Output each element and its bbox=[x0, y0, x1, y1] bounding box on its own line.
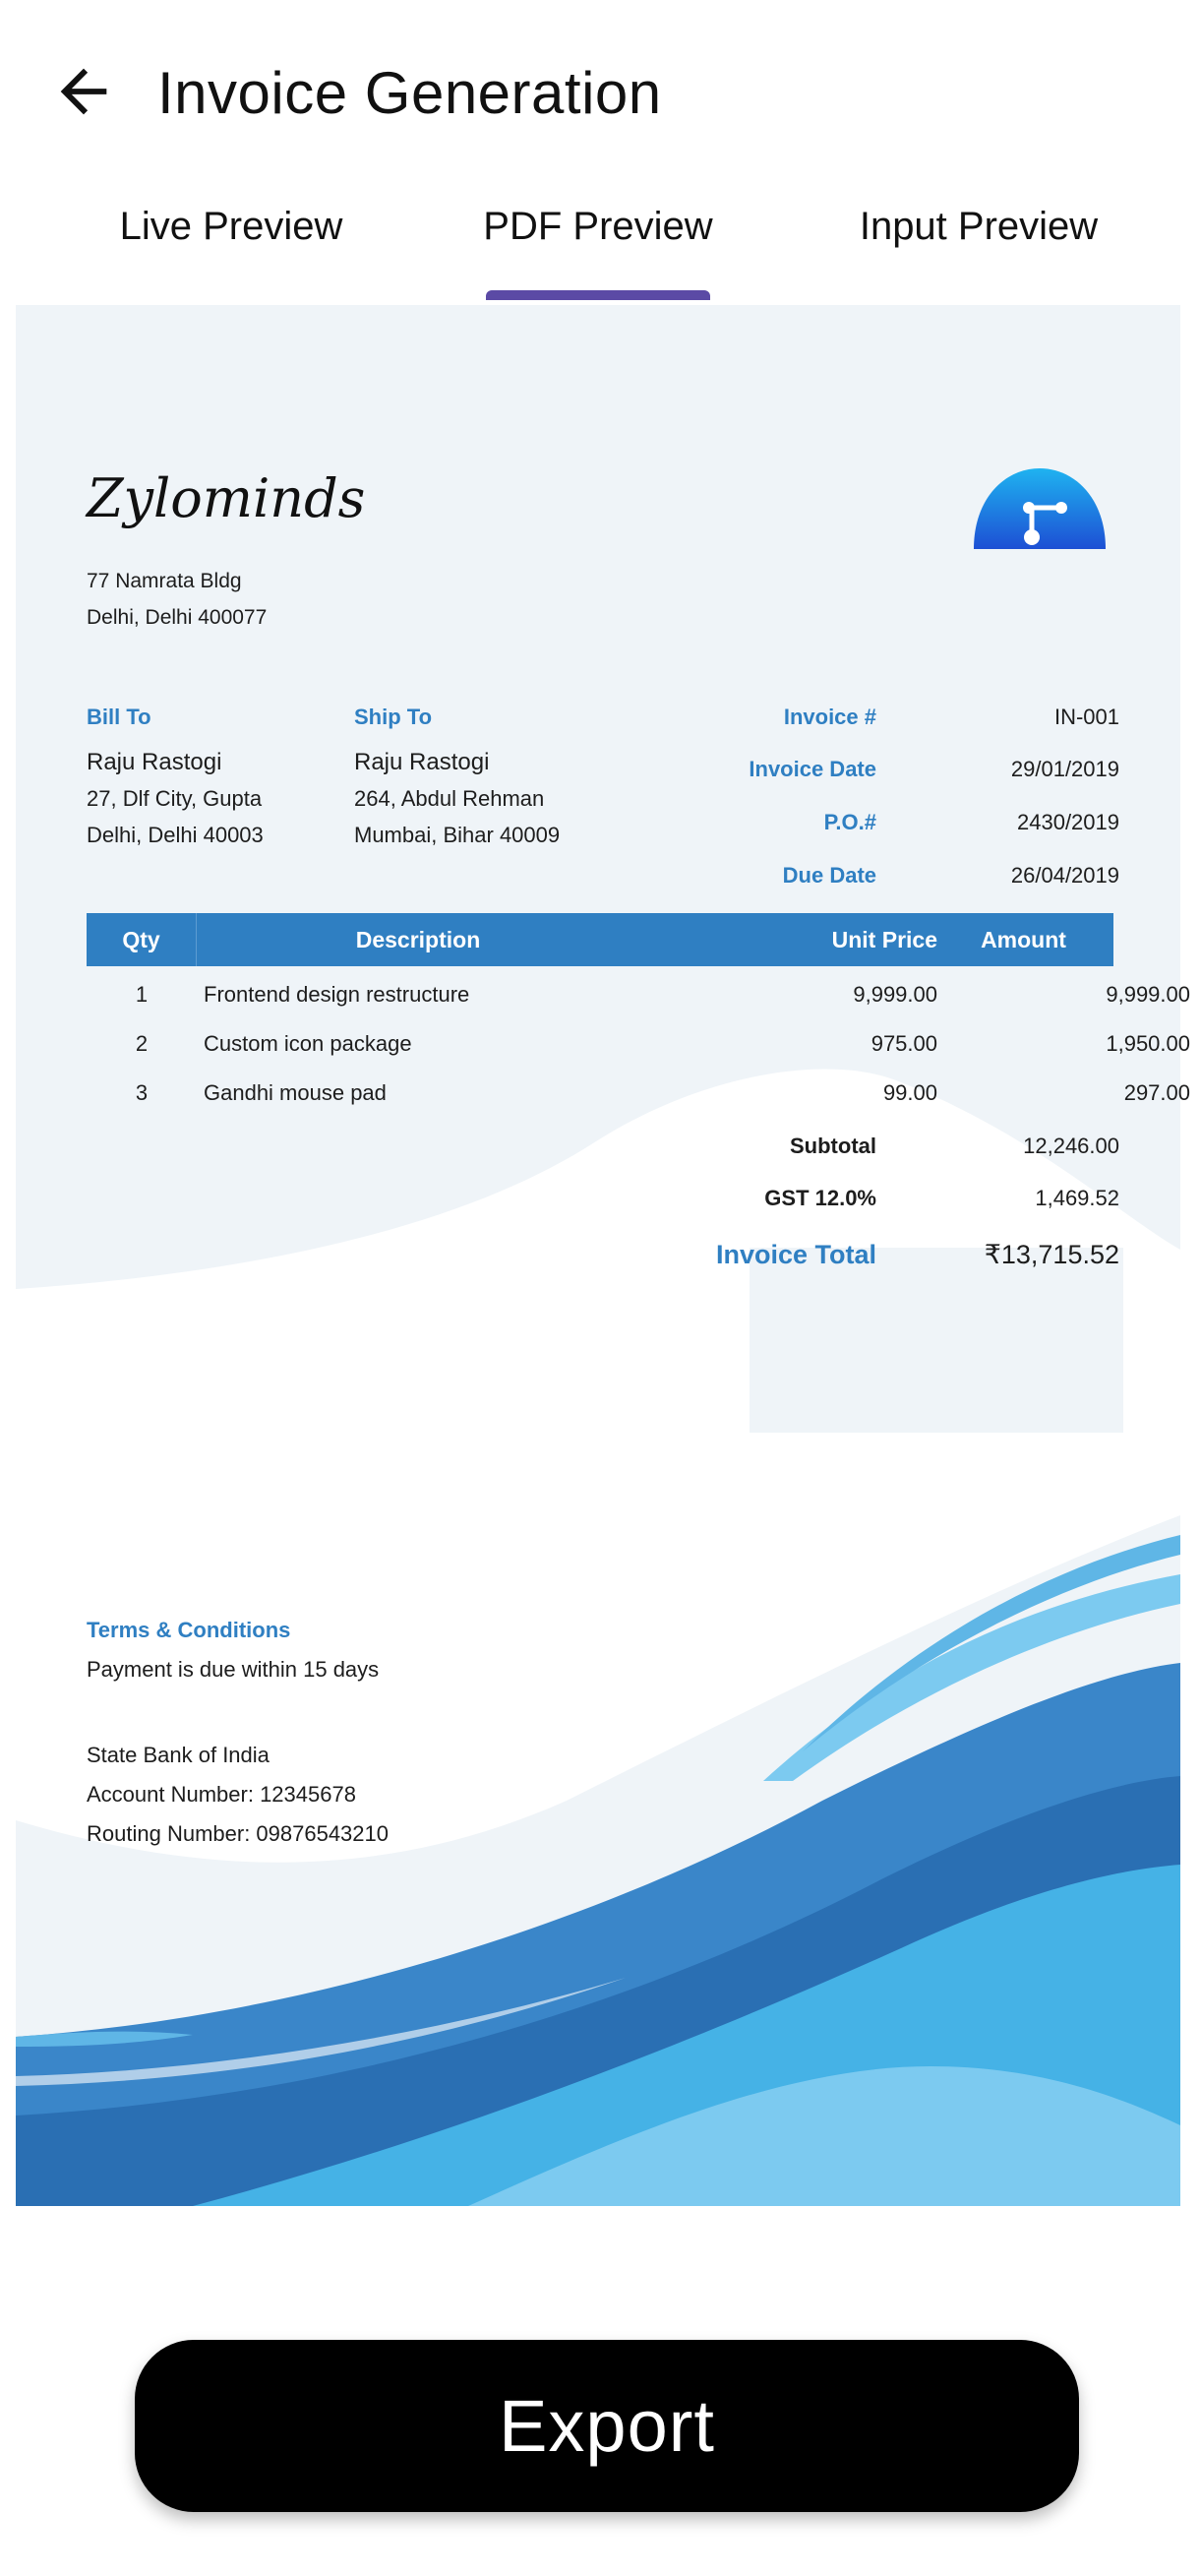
company-name: Zylominds bbox=[87, 467, 366, 529]
po-number-value: 2430/2019 bbox=[1017, 810, 1119, 834]
cell-amount: 1,950.00 bbox=[1106, 1031, 1190, 1056]
tax-value: 1,469.52 bbox=[1035, 1186, 1119, 1210]
tab-input-preview[interactable]: Input Preview bbox=[859, 205, 1099, 248]
tax-label: GST 12.0% bbox=[764, 1186, 876, 1210]
column-header-description: Description bbox=[355, 927, 481, 952]
cell-unit-price: 99.00 bbox=[882, 1080, 937, 1105]
invoice-number-label: Invoice # bbox=[783, 705, 876, 729]
bill-to-line: Delhi, Delhi 40003 bbox=[87, 823, 264, 847]
ship-to-line: 264, Abdul Rehman bbox=[354, 786, 545, 811]
cell-description: Gandhi mouse pad bbox=[204, 1080, 387, 1105]
cell-amount: 297.00 bbox=[1123, 1080, 1190, 1105]
cell-unit-price: 9,999.00 bbox=[853, 982, 937, 1007]
bill-to-label: Bill To bbox=[87, 705, 151, 729]
due-date-label: Due Date bbox=[782, 863, 876, 888]
invoice-date-label: Invoice Date bbox=[749, 757, 876, 781]
company-address-line: Delhi, Delhi 400077 bbox=[87, 606, 268, 629]
company-address-line: 77 Namrata Bldg bbox=[87, 570, 242, 592]
cell-qty: 3 bbox=[135, 1080, 149, 1105]
page-title: Invoice Generation bbox=[157, 60, 662, 126]
column-header-unit-price: Unit Price bbox=[831, 927, 937, 952]
po-number-label: P.O.# bbox=[823, 810, 876, 834]
tab-pdf-preview[interactable]: PDF Preview bbox=[483, 205, 713, 248]
cell-qty: 2 bbox=[135, 1031, 149, 1056]
invoice-date-value: 29/01/2019 bbox=[1010, 757, 1119, 781]
app-bar bbox=[0, 0, 1201, 187]
table-row bbox=[87, 970, 1190, 1019]
invoice-total-label: Invoice Total bbox=[715, 1240, 876, 1269]
bank-line: Account Number: 12345678 bbox=[87, 1782, 356, 1807]
ship-to-label: Ship To bbox=[354, 705, 433, 729]
bill-to-address bbox=[87, 744, 264, 853]
tab-bar bbox=[0, 192, 1201, 300]
ship-to-address bbox=[354, 744, 560, 853]
subtotal-value: 12,246.00 bbox=[1023, 1134, 1119, 1158]
terms-text: Payment is due within 15 days bbox=[87, 1657, 380, 1682]
bill-to-line: Raju Rastogi bbox=[87, 749, 222, 775]
bill-to-line: 27, Dlf City, Gupta bbox=[87, 786, 263, 811]
column-header-amount: Amount bbox=[981, 927, 1066, 952]
due-date-value: 26/04/2019 bbox=[1010, 863, 1119, 888]
bank-line: Routing Number: 09876543210 bbox=[87, 1821, 390, 1846]
cell-amount: 9,999.00 bbox=[1106, 982, 1190, 1007]
invoice-number-value: IN-001 bbox=[1053, 705, 1119, 729]
table-row bbox=[87, 1069, 1190, 1118]
tab-live-preview[interactable]: Live Preview bbox=[119, 205, 343, 248]
cell-unit-price: 975.00 bbox=[871, 1031, 937, 1056]
company-address bbox=[87, 563, 267, 636]
arrow-left-icon bbox=[49, 57, 118, 126]
subtotal-label: Subtotal bbox=[790, 1134, 876, 1158]
cell-description: Custom icon package bbox=[204, 1031, 412, 1056]
ship-to-line: Mumbai, Bihar 40009 bbox=[354, 823, 561, 847]
invoice-total-value: ₹13,715.52 bbox=[984, 1240, 1119, 1269]
cell-qty: 1 bbox=[135, 982, 149, 1007]
export-button[interactable]: Export bbox=[135, 2340, 1079, 2512]
ship-to-line: Raju Rastogi bbox=[354, 749, 490, 775]
bank-line: State Bank of India bbox=[87, 1743, 270, 1767]
invoice-pdf-preview[interactable] bbox=[16, 305, 1190, 2206]
bank-details bbox=[87, 1736, 389, 1854]
terms-label: Terms & Conditions bbox=[87, 1618, 291, 1642]
items-table-header bbox=[87, 913, 1113, 966]
table-row bbox=[87, 1019, 1190, 1069]
column-header-qty: Qty bbox=[87, 913, 197, 966]
back-button[interactable] bbox=[49, 57, 118, 126]
cell-description: Frontend design restructure bbox=[204, 982, 470, 1007]
selected-tab-indicator bbox=[486, 290, 710, 300]
company-logo-icon bbox=[970, 462, 1110, 561]
